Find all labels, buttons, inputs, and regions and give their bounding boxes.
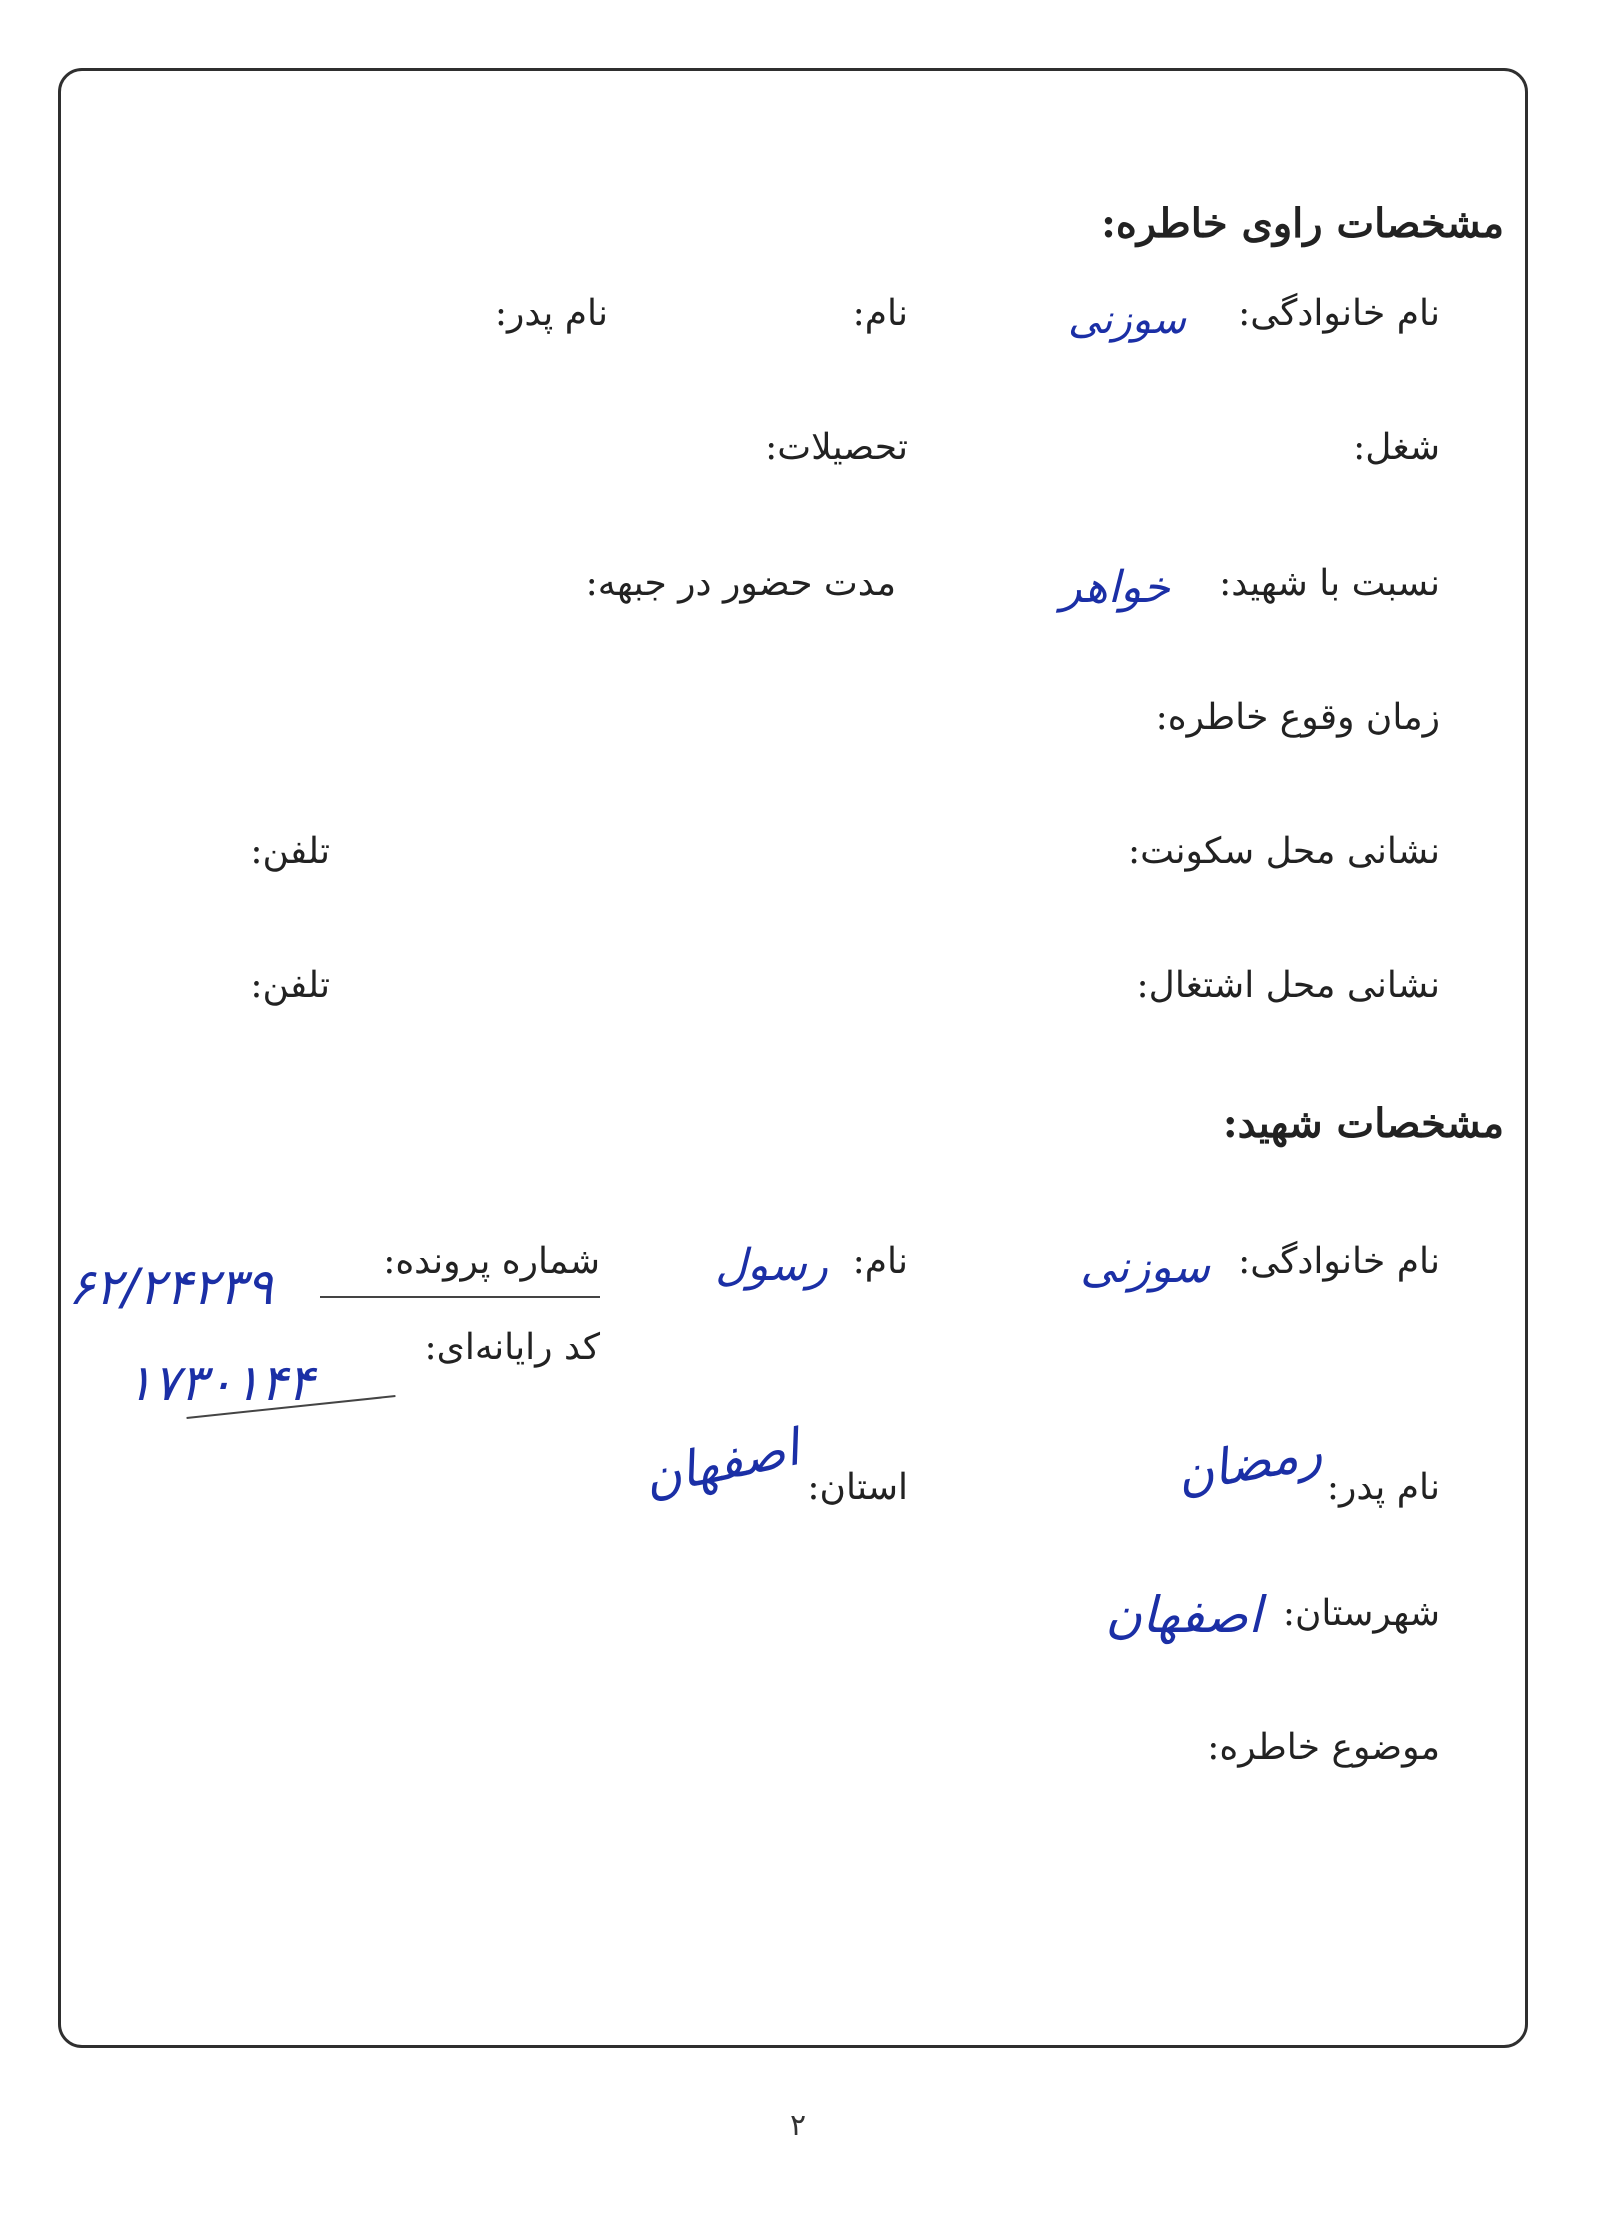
martyr-city-value: اصفهان (1105, 1586, 1262, 1644)
martyr-file-number-value: ۶۲/۲۴۲۳۹ (68, 1258, 273, 1316)
martyr-computer-code-label: کد رایانه‌ای: (424, 1327, 600, 1368)
narrator-memory-time-label: زمان وقوع خاطره: (1155, 697, 1440, 738)
narrator-family-name-value: سوزنی (1068, 297, 1186, 343)
narrator-education-label: تحصیلات: (765, 427, 908, 468)
narrator-relation-label: نسبت با شهید: (1219, 563, 1440, 604)
martyr-family-name-value: سوزنی (1080, 1242, 1210, 1293)
narrator-home-phone-label: تلفن: (250, 831, 330, 872)
narrator-first-name-label: نام: (852, 293, 908, 334)
martyr-computer-code-value: ۱۷۳۰۱۴۴ (126, 1354, 314, 1412)
martyr-father-name-label: نام پدر: (1326, 1467, 1440, 1508)
narrator-relation-value: خواهر (1060, 562, 1170, 613)
martyr-province-value: اصفهان (639, 1418, 805, 1508)
narrator-home-address-label: نشانی محل سکونت: (1128, 831, 1440, 872)
martyr-file-number-label: شماره پرونده: (383, 1241, 600, 1282)
martyr-first-name-value: رسول (715, 1240, 828, 1291)
narrator-work-address-label: نشانی محل اشتغال: (1136, 965, 1440, 1006)
narrator-work-phone-label: تلفن: (250, 965, 330, 1006)
martyr-first-name-label: نام: (852, 1241, 908, 1282)
martyr-memory-subject-label: موضوع خاطره: (1207, 1727, 1440, 1768)
martyr-father-name-value: رمضان (1171, 1421, 1326, 1505)
page-number: ۲ (790, 2108, 807, 2143)
narrator-section-title: مشخصات راوی خاطره: (1101, 200, 1504, 247)
martyr-province-label: استان: (807, 1467, 908, 1508)
martyr-section-title: مشخصات شهید: (1222, 1100, 1504, 1147)
file-number-underline (320, 1296, 600, 1298)
narrator-family-name-label: نام خانوادگی: (1238, 293, 1440, 334)
martyr-family-name-label: نام خانوادگی: (1238, 1241, 1440, 1282)
narrator-front-duration-label: مدت حضور در جبهه: (585, 563, 896, 604)
narrator-job-label: شغل: (1353, 427, 1440, 468)
narrator-father-name-label: نام پدر: (494, 293, 608, 334)
martyr-city-label: شهرستان: (1282, 1593, 1440, 1634)
